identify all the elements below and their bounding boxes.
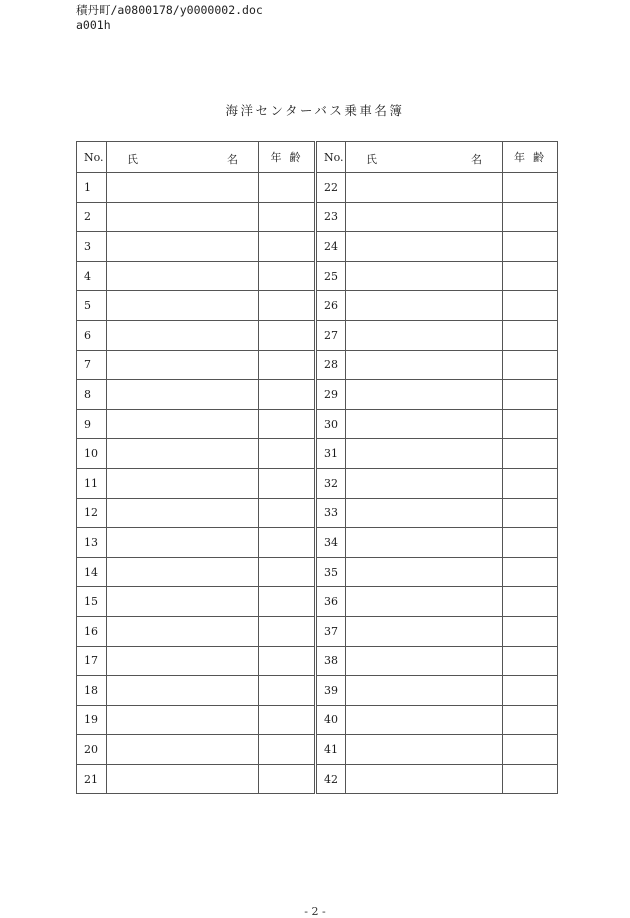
- row-number-left: 1: [77, 173, 107, 203]
- name-cell-right[interactable]: [346, 350, 503, 380]
- table-row: [77, 320, 558, 350]
- row-number-right: 29: [316, 380, 346, 410]
- row-number-left: 6: [77, 320, 107, 350]
- row-number-right: 22: [316, 173, 346, 203]
- row-number-left: 7: [77, 350, 107, 380]
- row-number-left: 15: [77, 587, 107, 617]
- age-cell-left[interactable]: [259, 468, 316, 498]
- row-number-left: 16: [77, 616, 107, 646]
- page-title: 海洋センターバス乗車名簿: [225, 103, 405, 118]
- table-row: [77, 202, 558, 232]
- name-cell-left[interactable]: [107, 202, 259, 232]
- name-cell-right[interactable]: [346, 616, 503, 646]
- table-row: [77, 173, 558, 203]
- row-number-right: 40: [316, 705, 346, 735]
- age-cell-right[interactable]: [503, 173, 558, 203]
- table-header-row: [77, 142, 558, 173]
- row-number-left: 21: [77, 764, 107, 794]
- header-name-surname: 氏: [366, 153, 377, 166]
- row-number-left: 11: [77, 468, 107, 498]
- row-number-left: 19: [77, 705, 107, 735]
- name-cell-right[interactable]: [346, 557, 503, 587]
- name-cell-left[interactable]: [107, 528, 259, 558]
- name-cell-left[interactable]: [107, 291, 259, 321]
- age-cell-right[interactable]: [503, 261, 558, 291]
- table-row: [77, 468, 558, 498]
- name-cell-right[interactable]: [346, 705, 503, 735]
- header-age: 年齢: [503, 142, 558, 173]
- file-path: 積丹町/a0800178/y0000002.doc: [76, 3, 263, 17]
- header-name: [346, 142, 503, 173]
- row-number-left: 17: [77, 646, 107, 676]
- age-cell-left[interactable]: [259, 350, 316, 380]
- age-cell-right[interactable]: [503, 291, 558, 321]
- name-cell-left[interactable]: [107, 409, 259, 439]
- document-header: [76, 3, 263, 33]
- row-number-right: 36: [316, 587, 346, 617]
- row-number-left: 5: [77, 291, 107, 321]
- age-cell-left[interactable]: [259, 232, 316, 262]
- table-row: [77, 557, 558, 587]
- age-cell-left[interactable]: [259, 498, 316, 528]
- header-name-given: 名: [471, 153, 482, 166]
- name-cell-right[interactable]: [346, 202, 503, 232]
- table-row: [77, 705, 558, 735]
- row-number-right: 25: [316, 261, 346, 291]
- name-cell-left[interactable]: [107, 320, 259, 350]
- row-number-right: 42: [316, 764, 346, 794]
- row-number-right: 37: [316, 616, 346, 646]
- row-number-right: 35: [316, 557, 346, 587]
- age-cell-left[interactable]: [259, 261, 316, 291]
- table-row: [77, 380, 558, 410]
- row-number-right: 33: [316, 498, 346, 528]
- name-cell-left[interactable]: [107, 705, 259, 735]
- name-cell-right[interactable]: [346, 232, 503, 262]
- name-cell-right[interactable]: [346, 587, 503, 617]
- age-cell-left[interactable]: [259, 557, 316, 587]
- age-cell-left[interactable]: [259, 587, 316, 617]
- name-cell-left[interactable]: [107, 261, 259, 291]
- name-cell-left[interactable]: [107, 173, 259, 203]
- name-cell-right[interactable]: [346, 498, 503, 528]
- row-number-right: 41: [316, 735, 346, 765]
- name-cell-left[interactable]: [107, 380, 259, 410]
- name-cell-right[interactable]: [346, 291, 503, 321]
- name-cell-right[interactable]: [346, 409, 503, 439]
- age-cell-right[interactable]: [503, 764, 558, 794]
- table-row: [77, 498, 558, 528]
- name-cell-left[interactable]: [107, 498, 259, 528]
- header-no: No.: [316, 142, 346, 173]
- age-cell-left[interactable]: [259, 646, 316, 676]
- age-cell-right[interactable]: [503, 557, 558, 587]
- age-cell-right[interactable]: [503, 646, 558, 676]
- age-cell-right[interactable]: [503, 320, 558, 350]
- name-cell-right[interactable]: [346, 173, 503, 203]
- row-number-left: 4: [77, 261, 107, 291]
- row-number-left: 13: [77, 528, 107, 558]
- name-cell-right[interactable]: [346, 646, 503, 676]
- page-number: - 2 -: [304, 905, 326, 918]
- name-cell-left[interactable]: [107, 646, 259, 676]
- row-number-right: 26: [316, 291, 346, 321]
- name-cell-left[interactable]: [107, 764, 259, 794]
- row-number-left: 12: [77, 498, 107, 528]
- row-number-right: 30: [316, 409, 346, 439]
- age-cell-right[interactable]: [503, 705, 558, 735]
- age-cell-right[interactable]: [503, 468, 558, 498]
- table-row: [77, 735, 558, 765]
- table-row: [77, 528, 558, 558]
- header-age: 年齢: [259, 142, 316, 173]
- age-cell-right[interactable]: [503, 380, 558, 410]
- age-cell-left[interactable]: [259, 439, 316, 469]
- name-cell-right[interactable]: [346, 261, 503, 291]
- name-cell-left[interactable]: [107, 232, 259, 262]
- age-cell-right[interactable]: [503, 439, 558, 469]
- name-cell-right[interactable]: [346, 735, 503, 765]
- name-cell-right[interactable]: [346, 320, 503, 350]
- row-number-left: 9: [77, 409, 107, 439]
- table-row: [77, 232, 558, 262]
- table-row: [77, 261, 558, 291]
- age-cell-right[interactable]: [503, 676, 558, 706]
- age-cell-right[interactable]: [503, 409, 558, 439]
- age-cell-right[interactable]: [503, 498, 558, 528]
- row-number-left: 3: [77, 232, 107, 262]
- table-row: [77, 587, 558, 617]
- name-cell-left[interactable]: [107, 350, 259, 380]
- table-row: [77, 439, 558, 469]
- name-cell-left[interactable]: [107, 587, 259, 617]
- row-number-right: 39: [316, 676, 346, 706]
- name-cell-left[interactable]: [107, 439, 259, 469]
- row-number-right: 28: [316, 350, 346, 380]
- age-cell-left[interactable]: [259, 380, 316, 410]
- age-cell-left[interactable]: [259, 764, 316, 794]
- age-cell-right[interactable]: [503, 232, 558, 262]
- age-cell-left[interactable]: [259, 320, 316, 350]
- document-code: a001h: [76, 18, 111, 32]
- passenger-roster-table: [76, 141, 558, 794]
- table-row: [77, 676, 558, 706]
- row-number-left: 2: [77, 202, 107, 232]
- row-number-left: 20: [77, 735, 107, 765]
- name-cell-right[interactable]: [346, 676, 503, 706]
- table-row: [77, 646, 558, 676]
- age-cell-left[interactable]: [259, 291, 316, 321]
- age-cell-left[interactable]: [259, 409, 316, 439]
- table-row: [77, 291, 558, 321]
- header-name: [107, 142, 259, 173]
- name-cell-right[interactable]: [346, 528, 503, 558]
- age-cell-left[interactable]: [259, 676, 316, 706]
- name-cell-right[interactable]: [346, 439, 503, 469]
- row-number-left: 18: [77, 676, 107, 706]
- row-number-left: 8: [77, 380, 107, 410]
- table-row: [77, 616, 558, 646]
- table-row: [77, 764, 558, 794]
- name-cell-left[interactable]: [107, 676, 259, 706]
- age-cell-left[interactable]: [259, 735, 316, 765]
- row-number-right: 31: [316, 439, 346, 469]
- name-cell-right[interactable]: [346, 468, 503, 498]
- header-name-given: 名: [227, 153, 238, 166]
- age-cell-right[interactable]: [503, 202, 558, 232]
- age-cell-left[interactable]: [259, 173, 316, 203]
- age-cell-right[interactable]: [503, 587, 558, 617]
- age-cell-left[interactable]: [259, 616, 316, 646]
- row-number-left: 10: [77, 439, 107, 469]
- age-cell-left[interactable]: [259, 528, 316, 558]
- table-row: [77, 409, 558, 439]
- name-cell-left[interactable]: [107, 616, 259, 646]
- row-number-right: 32: [316, 468, 346, 498]
- row-number-right: 23: [316, 202, 346, 232]
- row-number-right: 27: [316, 320, 346, 350]
- row-number-left: 14: [77, 557, 107, 587]
- name-cell-left[interactable]: [107, 735, 259, 765]
- table-row: [77, 350, 558, 380]
- name-cell-left[interactable]: [107, 468, 259, 498]
- age-cell-right[interactable]: [503, 528, 558, 558]
- name-cell-right[interactable]: [346, 764, 503, 794]
- row-number-right: 24: [316, 232, 346, 262]
- header-name-surname: 氏: [127, 153, 138, 166]
- name-cell-left[interactable]: [107, 557, 259, 587]
- name-cell-right[interactable]: [346, 380, 503, 410]
- row-number-right: 38: [316, 646, 346, 676]
- age-cell-left[interactable]: [259, 202, 316, 232]
- age-cell-right[interactable]: [503, 616, 558, 646]
- age-cell-right[interactable]: [503, 735, 558, 765]
- header-no: No.: [77, 142, 107, 173]
- row-number-right: 34: [316, 528, 346, 558]
- age-cell-left[interactable]: [259, 705, 316, 735]
- age-cell-right[interactable]: [503, 350, 558, 380]
